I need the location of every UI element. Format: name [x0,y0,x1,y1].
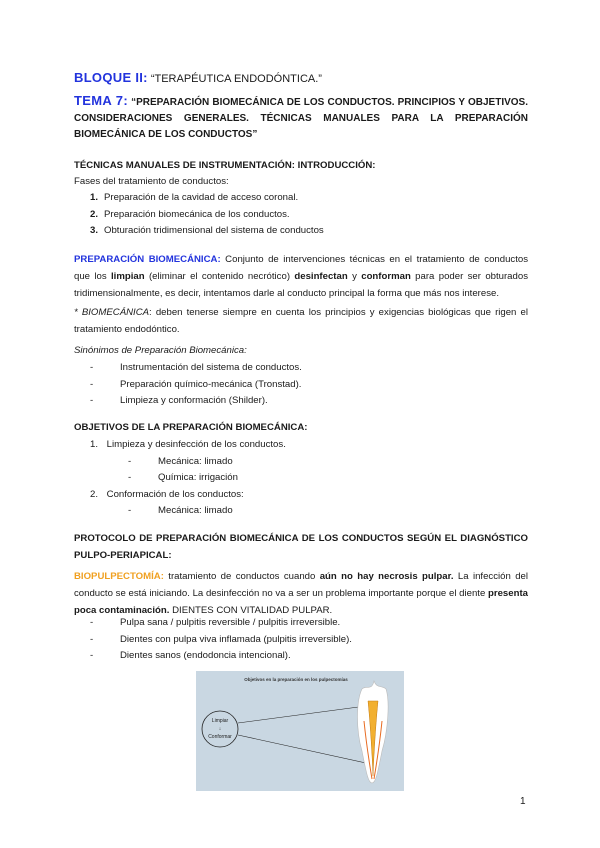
pulpectomy-figure [196,671,404,791]
bloque-label: BLOQUE II: [74,70,148,85]
figure-title: Objetivos en la preparación en los pulpectomías [244,677,348,682]
circle-label-conformar: Conformar [208,734,232,740]
list-item: - Pulpa sana / pulpitis reversible / pulpitis irreversible. [90,617,341,628]
list-item: - Instrumentación del sistema de conductos. [90,362,302,373]
tecnicas-heading: TÉCNICAS MANUALES DE INSTRUMENTACIÓN: INTRODUCCIÓN: [74,160,376,171]
prep-paragraph: PREPARACIÓN BIOMECÁNICA: Conjunto de intervenciones técnicas en el tratamiento de conductos que los limpian (eliminar el contenido necrótico) desinfectan y conforman para poder ser obturados tridimensionalmente, es decir, intentamos darle al conducto principal la forma que más nos interese. [74,254,529,299]
list-item: - Química: irrigación [128,472,238,483]
list-item: 2. Conformación de los conductos: [90,488,244,500]
list-item: - Preparación químico-mecánica (Tronstad). [90,378,302,390]
bio-list [90,615,352,665]
bloque-heading [74,70,322,85]
pointer-line [238,706,366,723]
sinonimos-list [90,360,302,410]
list-item: 1. Limpieza y desinfección de los conductos. [90,439,286,450]
objetivos-heading: OBJETIVOS DE LA PREPARACIÓN BIOMECÁNICA: [74,422,308,433]
list-item: 3. Obturación tridimensional del sistema de conductos [90,225,324,236]
list-item: - Dientes sanos (endodoncia intencional). [90,650,291,661]
page-number: 1 [520,796,526,807]
tema-text: “PREPARACIÓN BIOMECÁNICA DE LOS CONDUCTOS. PRINCIPIOS Y OBJETIVOS. CONSIDERACIONES GENERALES. TÉCNICAS MANUALES PARA LA PREPARACIÓN BIOMECÁNICA DE LOS CONDUCTOS” [74,97,528,140]
objetivos-list [90,437,286,520]
tema-label: TEMA 7: [74,93,128,108]
circle-arrow: ↓ [218,726,222,732]
list-item: 1. Preparación de la cavidad de acceso coronal. [90,192,299,203]
fases-list [90,190,324,240]
list-item: - Dientes con pulpa viva inflamada (pulpitis irreversible). [90,633,352,645]
bio-paragraph: BIOPULPECTOMÍA: tratamiento de conductos cuando aún no hay necrosis pulpar. La infección del conducto se está iniciando. La desinfección no va a ser un problema importante porque el diente presenta poca contaminación. DIENTES CON VITALIDAD PULPAR. [74,571,528,616]
circle-label-limpiar: Limpiar [211,718,229,724]
list-item: - Mecánica: limado [128,455,233,467]
bloque-text: “TERAPÉUTICA ENDODÓNTICA.” [147,73,322,85]
pointer-line [238,735,366,763]
tema-heading [74,93,528,143]
list-item: - Mecánica: limado [128,505,233,516]
tooth-illustration [196,671,404,791]
sinonimos-heading: Sinónimos de Preparación Biomecánica: [74,345,247,356]
list-item: 2. Preparación biomecánica de los conductos. [90,208,290,220]
list-item: - Limpieza y conformación (Shilder). [90,395,268,406]
biomec-paragraph: * BIOMECÁNICA: deben tenerse siempre en cuenta los principios y exigencias biológicas que rigen el tratamiento endodóntico. [74,307,528,335]
tecnicas-intro: Fases del tratamiento de conductos: [74,176,229,187]
protocolo-heading: PROTOCOLO DE PREPARACIÓN BIOMECÁNICA DE LOS CONDUCTOS SEGÚN EL DIAGNÓSTICO PULPO-PERIAPICAL: [74,533,528,561]
